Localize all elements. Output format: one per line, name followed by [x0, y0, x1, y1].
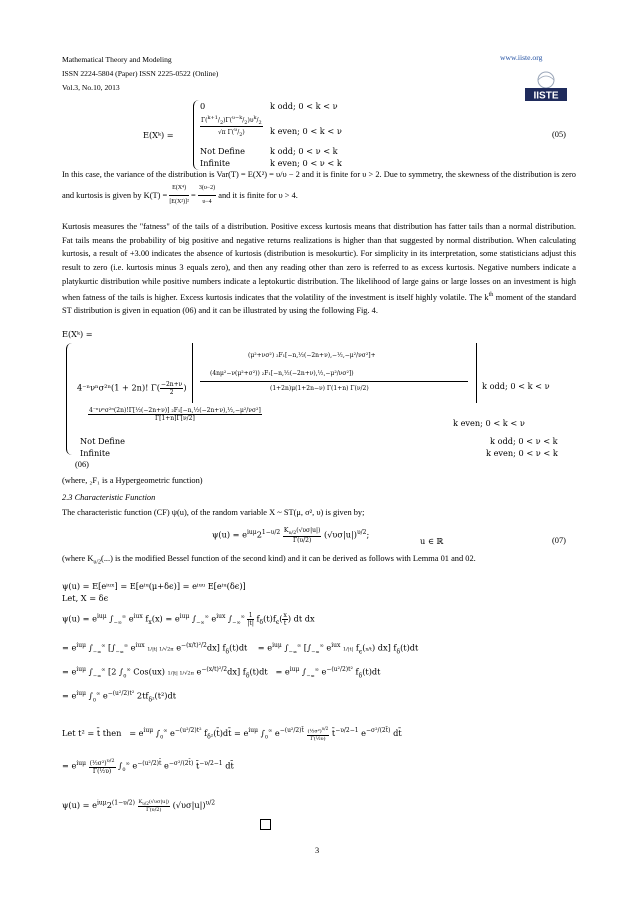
eq06-lhs: E(Xᵏ) = — [62, 329, 93, 339]
eq06-term-top: (μ²+νσ²) ₂F₁[−n,½(−2n+ν),−½,−μ²/νσ²]+ — [248, 352, 376, 359]
eq07-number: (07) — [552, 536, 566, 545]
volume-line: Vol.3, No.10, 2013 — [62, 83, 120, 92]
deriv-line1: ψ(u) = E[eⁱᵘˣ] = E[eⁱᵘ(μ+δϵ)] = eⁱᵘᵘ E[eⁱᵘ(δϵ)] — [62, 581, 246, 591]
svg-text:IISTE: IISTE — [533, 90, 559, 102]
journal-url[interactable]: www.iiste.org — [500, 53, 543, 62]
deriv-line6: = $e^{iu\mu}$ $\int_0^\infty$ $e^{-(u^2/2)t^2}$ $2tf_{\delta^2}(t^2)dt$ — [62, 690, 176, 704]
eq07-domain: u ∈ ℝ — [420, 536, 444, 546]
page-number: 3 — [315, 846, 320, 855]
kurtosis-paragraph: Kurtosis measures the "fatness" of the tails of a distribution. Positive excess kurtosis means that distribution has fatter tails than a normal distribution. Fat tails means the probability of big positive and negative returns realizations is higher than that suggested by normal distribution. When calculating kurtosis, a result of +3.00 indicates the absence of kurtosis (distribution is mesokurtic). For simplicity in its interpretation, some statisticians adjust this result to zero (i.e. kurtosis minus 3 equals zero), and then any reading other than zero is referred to as excess kurtosis. Negative numbers indicate a platykurtic distribution while positive numbers indicate a leptokurtic distribution. The likelihood of large gains or large losses on an investment is high when fatness of the tails is higher. Excess kurtosis indicates that the volatility of the investment is itself highly volatile. The $k^{th}$ moment of the standard ST distribution is given in equation (06) and it can be illustrated by using the following Fig. 4. — [62, 222, 577, 316]
bessel-note: (where $K_{\upsilon/2}(...)$ is the modified Bessel function of the second kind) and it can be derived as follows with Lemma 01 and 02. — [62, 554, 476, 566]
eq06-cond3: k odd; 0 < ν < k — [490, 436, 558, 446]
issn-line: ISSN 2224-5804 (Paper) ISSN 2225-0522 (Online) — [62, 69, 219, 78]
eq06-number: (06) — [75, 460, 89, 469]
deriv-line7: Let t² = t̄ then = $e^{iu\mu}$ $\int_0^\infty$ $e^{-(u^2/2)t^2}$ $f_{\delta^2}(t̄)dt̄ = e^{iu\mu}$ $\int_0^\infty$ $e^{-(u^2/2)t̄}$ $\frac{(\frac{1}{2}\sigma^2)^{\upsilon/2}}{\text{Γ(½υ)}}$ t̄$^{-\upsilon/2-1}$ $e^{-\sigma^2/(2t̄)}$ dt̄ — [62, 726, 402, 742]
eq05-case3-condition: k odd; 0 < ν < k — [270, 146, 338, 156]
eq06-cond4: k even; 0 < ν < k — [486, 448, 558, 458]
qed-box — [260, 819, 271, 830]
eq06-where-note: (where, ₂F₁ is a Hypergeometric function) — [62, 476, 203, 485]
deriv-line3: $\psi(u) = e^{iu\mu}$ $\int_{-\infty}^\infty$ $e^{iux}$ $f_x(x) = e^{iu\mu}$ $\int_{-\infty}^\infty$ $e^{iux}$ $\int_{-\infty}^\infty$ $\frac{1}{|t|}$ $f_\delta(t)f_\epsilon$( $\frac{x}{t}$ ) dt dx — [62, 612, 315, 627]
eq06-cond2: k even; 0 < k < ν — [453, 418, 525, 428]
eq05-brace — [193, 100, 200, 170]
variance-paragraph: In this case, the variance of the distribution is Var(T) = E(X²) = υ/υ − 2 and it is finite for υ > 2. Due to symmetry, the skewness of the distribution is zero and kurtosis is given by K(T) = $\frac{\text{E(X⁴)}}{\text{[E(X²)]²}}$ = $\frac{3(\upsilon-2)}{\upsilon-4}$ and it is finite for υ > 4. — [62, 168, 576, 210]
eq05-case3-value: Not Define — [200, 146, 245, 156]
kurtosis-fraction: $\frac{\text{E(X⁴)}}{\text{[E(X²)]²}}$ — [169, 182, 189, 210]
section-heading: 2.3 Characteristic Function — [62, 493, 156, 502]
eq05-case1-condition: k odd; 0 < k < ν — [270, 101, 338, 111]
eq05-case4-value: Infinite — [200, 158, 230, 168]
eq05-case4-condition: k even; 0 < ν < k — [270, 158, 342, 168]
eq06-term-den: (1+2n)μ(1+2n−ν) Γ(1+n) Γ(ν/2) — [270, 385, 369, 392]
eq05-case2-condition: k even; 0 < k < ν — [270, 126, 342, 136]
journal-title: Mathematical Theory and Modeling — [62, 55, 172, 64]
eq05-number: (05) — [552, 130, 566, 139]
eq05-case2-value: $\frac{\Gamma(^{k+1}/_2)\Gamma(^{\upsilon-k}/_2)\upsilon^k/_2}{√\pi \Gamma(^\upsilon/_2)}$ — [201, 115, 262, 139]
eq05-lhs: E(Xᵏ) = — [143, 130, 174, 140]
eq06-val3: Not Define — [80, 436, 125, 446]
deriv-line8: = $e^{iu\mu}$ $\frac{(\frac{1}{2}\sigma^2)^{\upsilon/2}}{\text{Γ(½υ)}}$ $\int_0^\infty$ $e^{-(u^2/2)t̄}$ $e^{-\sigma^2/(2t̄)}$ t̄$^{-\upsilon/2-1}$ dt̄ — [62, 758, 234, 775]
iiste-logo — [519, 70, 573, 104]
deriv-line2: Let, X = δϵ — [62, 593, 109, 603]
eq06-term-mid: (4nμ²−ν(μ²+σ²)) ₂F₁[−n,½(−2n+ν),½,−μ²/νσ²]) — [210, 370, 354, 377]
eq06-case2-value: $\frac{\text{4⁻ⁿνⁿσ²ⁿ(2n)!Γ[½(−2n+ν)] ₂F₁[−n,½(−2n+ν),½,−μ²/νσ²]}}{\Gamma[1+n]\Gamma[\nu/2]}$ — [89, 407, 261, 422]
eq06-brace — [66, 343, 73, 455]
deriv-line5: = $e^{iu\mu}$ $\int_{-\infty}^\infty$ [2 $\int_0^\infty$ Cos(ux) 1/|t| 1/√2π $e^{-(x/t)^2/2}dx$] $f_\delta(t)dt = e^{iu\mu}$ $\int_{-\infty}^\infty$ $e^{-(u^2/2)t^2}$ $f_\delta(t)dt$ — [62, 666, 381, 680]
deriv-line4: = $e^{iu\mu}$ $\int_{-\infty}^\infty$ [$\int_{-\infty}^\infty$ $e^{iux}$ 1/|t| 1/√2π $e^{-(x/t)^2/2}dx$] $f_\delta(t)dt$ = $e^{iu\mu}$ $\int_{-\infty}^\infty$ [$\int_{-\infty}^\infty$ $e^{iux}$ 1/|t| $f_\epsilon(x/t)$ dx] $f_\delta(t)dt$ — [62, 642, 419, 656]
deriv-line9: $\psi(u) = e^{iu\mu}2^{(1-\upsilon/2)}$ $\frac{K_{\upsilon/2}(√\upsilon\sigma|u|)}{\Gamma(\upsilon/2)}$ $(√\upsilon\sigma|u|)^{\upsilon/2}$ — [62, 799, 216, 813]
eq06-coefficient: 4⁻ⁿνⁿσ²ⁿ(1 + 2n)! Γ( $\frac{-2n+\nu}{2}$ ) — [77, 381, 187, 396]
eq07-formula: $\psi(u) = e^{iu\mu}2^{1-\upsilon/2}$ $\frac{K_{\upsilon/2}(√\upsilon\sigma|u|)}{\Gamma(\upsilon/2)}$ $(√\upsilon\sigma|u|)^{\upsilon/2}$; — [212, 527, 370, 545]
eq05-case1-value: 0 — [200, 101, 206, 111]
eq06-cond1: k odd; 0 < k < ν — [482, 381, 550, 391]
eq06-val4: Infinite — [80, 448, 110, 458]
cf-intro-paragraph: The characteristic function (CF) ψ(u), of the random variable X ~ ST(μ, σ², υ) is given by; — [62, 508, 365, 517]
eq06-bracket-right — [472, 343, 477, 403]
